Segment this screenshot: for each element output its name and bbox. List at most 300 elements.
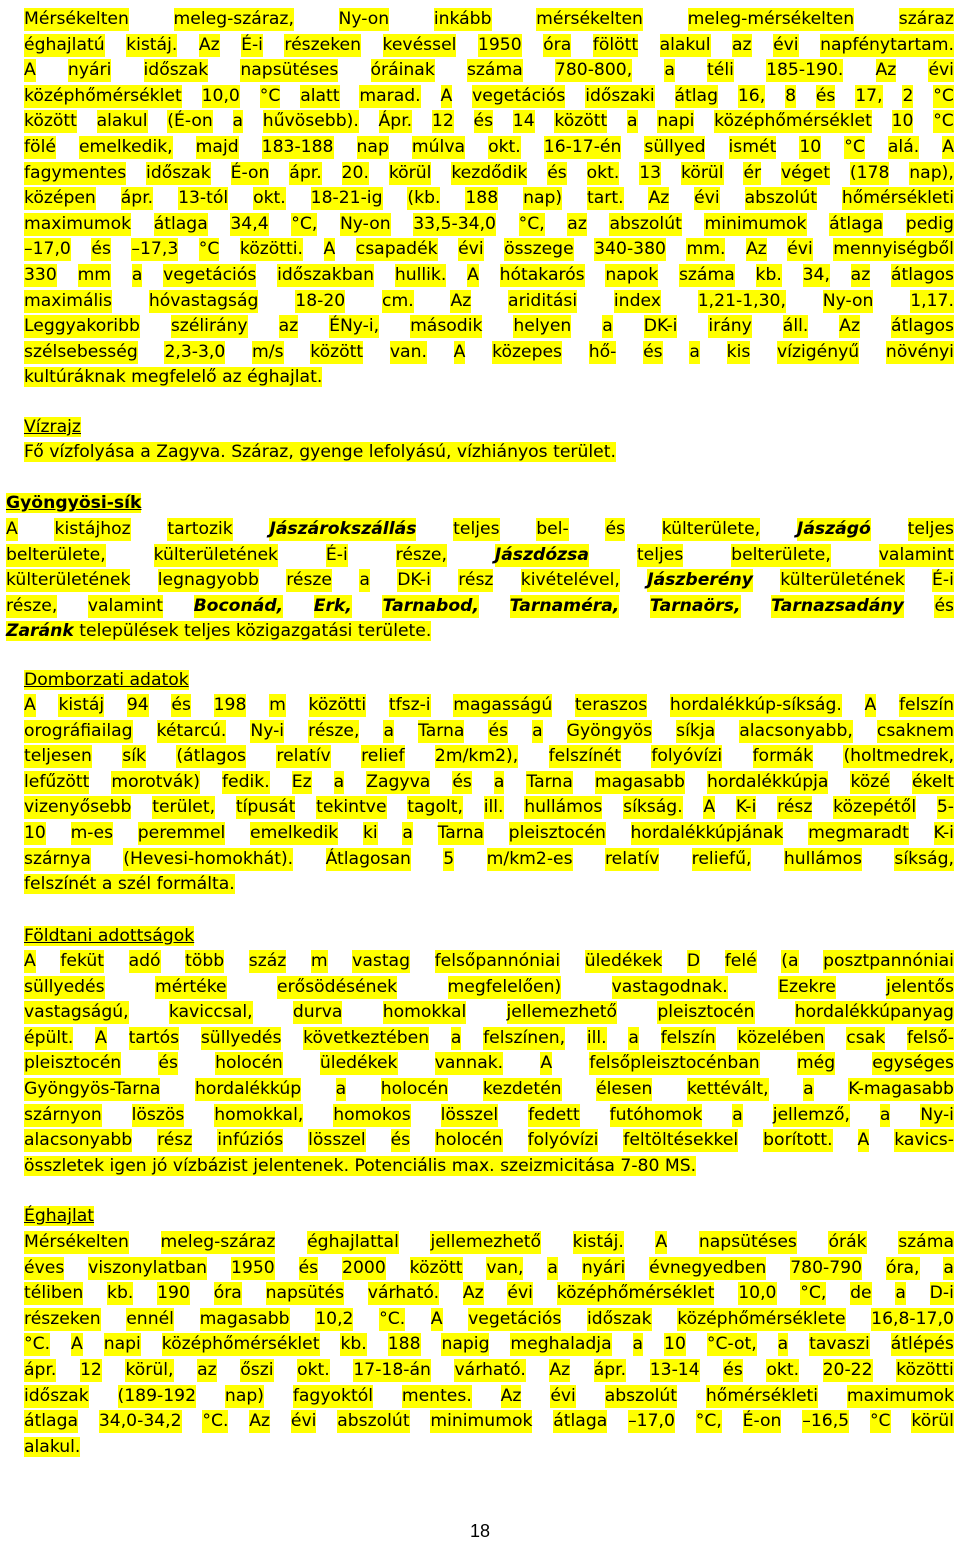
word: A	[6, 519, 18, 539]
word: holocén	[435, 1130, 503, 1151]
word: 20.	[341, 162, 369, 183]
text-line	[24, 85, 954, 108]
word: Leggyakoribb	[24, 316, 140, 337]
word: összege	[504, 239, 574, 260]
word: 185-190.	[766, 60, 844, 81]
word: középhőmérséklet	[161, 1334, 320, 1355]
word: a	[803, 1079, 814, 1099]
word: 1950	[230, 1257, 275, 1278]
word: mérsékelten	[536, 9, 643, 29]
word: ápr.	[24, 1360, 57, 1380]
word: maximumok	[846, 1385, 954, 1406]
word: abszolút	[604, 1385, 678, 1406]
word: belterülete,	[731, 544, 831, 565]
word: kevéssel	[382, 34, 457, 55]
word: 10	[24, 823, 46, 843]
word: (kb.	[407, 188, 441, 209]
word: 17,	[855, 85, 883, 106]
word: homokkal,	[214, 1104, 304, 1125]
word: irány	[708, 316, 752, 337]
word: jellemző,	[772, 1104, 850, 1125]
word: Az	[462, 1283, 484, 1304]
word: 34,0-34,2	[98, 1411, 182, 1432]
word: Ny-on	[338, 9, 390, 29]
word: kb.	[107, 1283, 134, 1304]
word: között	[310, 341, 364, 362]
word: Ny-on	[822, 290, 874, 311]
word: A	[703, 797, 716, 818]
word: A	[24, 951, 36, 971]
word: kivételével,	[520, 570, 620, 591]
word: napig	[441, 1334, 490, 1355]
word: A	[24, 695, 36, 715]
word: A	[440, 85, 453, 106]
word: átlag	[674, 85, 718, 106]
word: Jászdózsa	[494, 544, 589, 565]
word: –16,5	[802, 1411, 850, 1432]
word: A	[467, 265, 479, 285]
line-segment: felszínét a szél formálta.	[24, 874, 235, 895]
word: második	[410, 316, 483, 337]
text-line	[24, 1001, 954, 1024]
word: 16,	[737, 85, 766, 106]
word: áll.	[782, 316, 809, 337]
word: de	[850, 1283, 872, 1304]
word: és	[158, 1053, 178, 1074]
word: mennyiségből	[833, 239, 954, 260]
word: feküt	[60, 951, 105, 971]
word: az	[732, 34, 752, 55]
word: körül,	[125, 1360, 174, 1380]
word: alakul	[96, 111, 148, 132]
word: felszín	[660, 1027, 716, 1048]
word: É-i	[932, 570, 954, 591]
word: fölé	[24, 137, 56, 157]
word: 330	[24, 265, 57, 285]
word: abszolút	[337, 1411, 410, 1432]
word: és	[390, 1130, 411, 1151]
word: és	[815, 85, 836, 106]
word: Erk,	[313, 595, 352, 616]
word: a	[895, 1283, 906, 1304]
word: teraszos	[574, 695, 648, 715]
word: 12	[431, 111, 454, 132]
word: megmaradt	[808, 823, 909, 843]
word: csaknem	[876, 720, 954, 741]
word: várható.	[454, 1360, 526, 1380]
text-line	[24, 976, 954, 999]
word: kaviccsal,	[168, 1002, 253, 1023]
word: m/s	[252, 341, 284, 362]
word: ismét	[728, 137, 777, 157]
word: ÉNy-i,	[329, 316, 380, 337]
word: óra	[213, 1283, 242, 1304]
word: Zagyva	[366, 771, 431, 792]
word: A	[95, 1027, 107, 1048]
word: lösszel	[440, 1104, 499, 1125]
word: homokos	[333, 1104, 411, 1125]
word: órák	[828, 1232, 867, 1252]
word: bel-	[536, 519, 569, 539]
word: középen	[24, 188, 96, 209]
word: löszös	[131, 1104, 185, 1125]
word: alá.	[887, 137, 920, 157]
text-line	[24, 1359, 954, 1382]
word: 18-20	[295, 290, 346, 311]
word: vastagságú,	[24, 1002, 129, 1023]
word: kb.	[340, 1334, 367, 1355]
word: évi	[928, 60, 954, 81]
word: a	[732, 1104, 743, 1125]
word: évi	[694, 188, 720, 209]
word: a	[359, 570, 370, 591]
word: jellemezhető	[506, 1002, 618, 1023]
word: lefűzött	[24, 771, 90, 792]
word: 340-380	[594, 239, 666, 260]
word: teljes	[636, 544, 684, 565]
word: emelkedik	[250, 823, 339, 843]
word: a	[664, 60, 675, 81]
word: A	[71, 1334, 83, 1355]
word: 34,	[802, 265, 830, 285]
word: –17,0	[24, 239, 71, 260]
word: átlaga	[24, 1411, 79, 1432]
foldtan-heading: Földtani adottságok	[24, 926, 195, 946]
word: része	[286, 570, 333, 591]
word: orográfiailag	[24, 720, 133, 741]
text-line	[24, 110, 954, 133]
word: száma	[678, 265, 735, 285]
word: kezdetén	[482, 1079, 562, 1099]
word: holocén	[215, 1053, 283, 1074]
word: a	[689, 341, 700, 362]
word: a	[383, 720, 395, 741]
text-line	[24, 771, 954, 794]
word: valamint	[87, 595, 164, 616]
word: vegetációs	[472, 85, 566, 106]
word: A	[24, 60, 36, 81]
word: hóvastagság	[148, 290, 259, 311]
word: 780-790	[790, 1257, 863, 1278]
word: Átlagosan	[325, 848, 411, 869]
word: a	[547, 1257, 558, 1278]
word: K-i	[933, 823, 954, 843]
word: véget	[781, 162, 830, 183]
word: évi	[787, 239, 813, 260]
word: szárnyon	[24, 1104, 102, 1125]
word: a	[879, 1104, 891, 1125]
word: mértéke	[155, 976, 227, 997]
text-line	[24, 341, 954, 364]
word: napi	[657, 111, 695, 132]
text-line	[24, 1257, 954, 1280]
word: okt.	[766, 1360, 800, 1380]
text-line	[24, 1155, 696, 1178]
word: 94	[126, 695, 149, 715]
vizrajz-text: Fő vízfolyása a Zagyva. Száraz, gyenge lefolyású, vízhiányos terület.	[24, 442, 616, 462]
word: tekintve	[316, 797, 387, 818]
word: inkább	[433, 9, 492, 29]
word: kistájhoz	[54, 519, 131, 539]
word: minimumok	[704, 213, 807, 234]
word: jellemezhető	[430, 1232, 542, 1252]
word: °C	[259, 85, 281, 106]
word: éghajlatú	[24, 34, 105, 55]
word: ill.	[586, 1027, 607, 1048]
word: felsőpleisztocénban	[589, 1053, 760, 1074]
word: ápr.	[289, 162, 322, 183]
word: 190	[157, 1283, 190, 1304]
word: hordalékkúpanyag	[794, 1002, 954, 1023]
text-line	[6, 544, 954, 567]
line-segment: települések teljes közigazgatási területe.	[73, 621, 432, 642]
word: évi	[773, 34, 799, 55]
word: részeken	[24, 1308, 101, 1329]
word: tartozik	[167, 519, 233, 539]
word: a	[777, 1334, 789, 1355]
word: –17,3	[131, 239, 179, 260]
text-line	[24, 694, 954, 717]
word: fedett	[528, 1104, 580, 1125]
text-line	[24, 796, 954, 819]
word: száz	[248, 951, 287, 971]
word: körül	[680, 162, 724, 183]
word: ki	[362, 823, 378, 843]
word: az	[850, 265, 871, 285]
word: Ez	[291, 771, 312, 792]
word: időszak	[143, 60, 209, 81]
text-line	[24, 720, 954, 743]
word: Tarna	[418, 720, 465, 741]
word: (189-192	[117, 1385, 197, 1406]
word: és	[91, 239, 111, 260]
word: fagyoktól	[292, 1385, 373, 1406]
text-line	[24, 1385, 954, 1408]
word: közepes	[492, 341, 563, 362]
word: D	[686, 951, 701, 971]
word: üledékek	[584, 951, 663, 971]
word: (átlagos	[176, 746, 247, 767]
word: középhőmérséklete	[677, 1308, 846, 1329]
word: évi	[550, 1385, 576, 1406]
word: vegetációs	[163, 265, 257, 285]
text-line	[24, 290, 954, 313]
word: okt.	[488, 137, 521, 157]
word: 8	[785, 85, 796, 106]
word: okt.	[297, 1360, 330, 1380]
word: abszolút	[744, 188, 817, 209]
word: K-i	[735, 797, 757, 818]
word: Mérsékelten	[24, 9, 129, 29]
word: 10	[891, 111, 914, 132]
word: É-on	[230, 162, 270, 183]
word: alacsonyabb,	[739, 720, 853, 741]
word: 188	[387, 1334, 421, 1355]
word: hullámos	[783, 848, 862, 869]
word: hő-	[588, 341, 617, 362]
word: van,	[486, 1257, 524, 1278]
word: a	[493, 771, 505, 792]
word: és	[473, 111, 494, 132]
word: Tarna	[526, 771, 573, 792]
word: a	[402, 823, 413, 843]
word: magasabb	[594, 771, 685, 792]
word: formák	[752, 746, 814, 767]
word: körül	[388, 162, 432, 183]
word: 17-18-án	[353, 1360, 431, 1380]
word: csapadék	[355, 239, 438, 260]
vizrajz-heading: Vízrajz	[24, 417, 81, 437]
word: között	[24, 111, 77, 132]
word: nap)	[523, 188, 563, 209]
word: lösszel	[308, 1130, 366, 1151]
word: meleg-száraz	[160, 1232, 276, 1252]
word: óráinak	[370, 60, 435, 81]
word: időszak	[586, 1308, 652, 1329]
word: homokkal	[382, 1002, 467, 1023]
word: É-i	[241, 34, 263, 55]
word: fölött	[592, 34, 639, 55]
word: élesen	[596, 1079, 653, 1099]
word: K-magasabb	[848, 1079, 954, 1099]
word: síkja	[676, 720, 716, 741]
word: Tarnaörs,	[649, 595, 741, 616]
word: folyóvízi	[651, 746, 723, 767]
word: Ny-i	[250, 720, 285, 741]
word: fagymentes	[24, 162, 127, 183]
word: Az	[249, 1411, 271, 1432]
text-line	[24, 8, 954, 31]
word: 5	[443, 848, 455, 869]
word: 12	[79, 1360, 102, 1380]
word: °C	[933, 111, 954, 132]
word: É-on	[742, 1411, 782, 1432]
domborzat-heading: Domborzati adatok	[24, 670, 189, 690]
word: középhőmérséklet	[714, 111, 872, 132]
word: (Hevesi-homokhát).	[123, 848, 294, 869]
word: nap	[356, 137, 389, 157]
eghajlat-heading: Éghajlat	[24, 1206, 95, 1226]
word: ill.	[483, 797, 504, 818]
word: A	[323, 239, 336, 260]
word: jelentős	[886, 976, 954, 997]
text-line	[24, 1104, 954, 1127]
word: Ny-i	[920, 1104, 954, 1125]
word: ennél	[126, 1308, 174, 1329]
word: és	[298, 1257, 319, 1278]
word: átlagos	[890, 265, 954, 285]
word: süllyedés	[24, 976, 105, 997]
word: síkság,	[894, 848, 954, 869]
word: folyóvízi	[527, 1130, 599, 1151]
word: napfénytartam.	[820, 34, 954, 55]
word: között	[409, 1257, 463, 1278]
word: időszakban	[277, 265, 375, 285]
word: m-es	[70, 823, 114, 843]
word: Tarna	[437, 823, 484, 843]
word: 198	[213, 695, 247, 715]
word: vastagodnak.	[611, 976, 728, 997]
word: hullámos	[524, 797, 603, 818]
word: majd	[195, 137, 239, 157]
word: °C	[933, 85, 954, 106]
word: növényi	[885, 341, 954, 362]
word: cm.	[382, 290, 414, 311]
word: részeken	[284, 34, 362, 55]
word: 2,3-3,0	[164, 341, 226, 362]
word: 20-22	[822, 1360, 873, 1380]
word: süllyed	[644, 137, 706, 157]
word: és	[547, 162, 567, 183]
word: kistáj	[58, 695, 105, 715]
word: ápr.	[120, 188, 154, 209]
word: várható.	[367, 1283, 440, 1304]
word: napsütéses	[698, 1232, 797, 1252]
text-line	[24, 1282, 954, 1305]
word: Gyöngyös	[566, 720, 653, 741]
word: síkság.	[623, 797, 683, 818]
word: évi	[458, 239, 484, 260]
word: °C-ot,	[706, 1334, 757, 1355]
word: posztpannóniai	[823, 951, 954, 971]
word: DK-i	[397, 570, 431, 591]
line-segment: alakul.	[24, 1436, 81, 1457]
word: D-i	[929, 1283, 954, 1304]
word: vastag	[352, 951, 410, 971]
word: a	[628, 1027, 639, 1048]
word: vegetációs	[468, 1308, 562, 1329]
word: a	[232, 111, 244, 132]
line-segment: Zaránk	[6, 621, 74, 642]
word: 10	[664, 1334, 686, 1355]
word: °C	[198, 239, 220, 260]
text-line	[6, 620, 431, 643]
word: 13	[639, 162, 662, 183]
word: következtében	[303, 1027, 430, 1048]
word: fedik.	[221, 771, 270, 792]
word: múlva	[411, 137, 466, 157]
word: Boconád,	[193, 595, 284, 616]
word: Az	[198, 34, 220, 55]
word: és	[934, 595, 954, 616]
word: kettévált,	[686, 1079, 769, 1099]
word: 13-14	[649, 1360, 700, 1380]
word: rész	[458, 570, 494, 591]
word: átlaga	[829, 213, 884, 234]
word: magasságú	[453, 695, 553, 715]
word: 10	[799, 137, 822, 157]
text-line	[24, 213, 954, 236]
text-line	[24, 315, 954, 338]
word: ápr.	[593, 1360, 627, 1380]
text-line	[24, 1052, 954, 1075]
word: az	[567, 213, 587, 234]
word: egységes	[872, 1053, 954, 1074]
word: °C.	[379, 1308, 406, 1329]
word: vannak.	[434, 1053, 504, 1074]
word: Jászberény	[647, 570, 753, 591]
word: közepétől	[833, 797, 917, 818]
word: feltöltésekkel	[623, 1130, 739, 1151]
word: 780-800,	[554, 60, 633, 81]
word: 18-21-ig	[310, 188, 383, 209]
word: közelében	[737, 1027, 825, 1048]
word: és	[171, 695, 191, 715]
word: vizenyősebb	[24, 797, 132, 818]
word: téliben	[24, 1283, 84, 1304]
text-line	[24, 950, 954, 973]
word: okt.	[253, 188, 286, 209]
